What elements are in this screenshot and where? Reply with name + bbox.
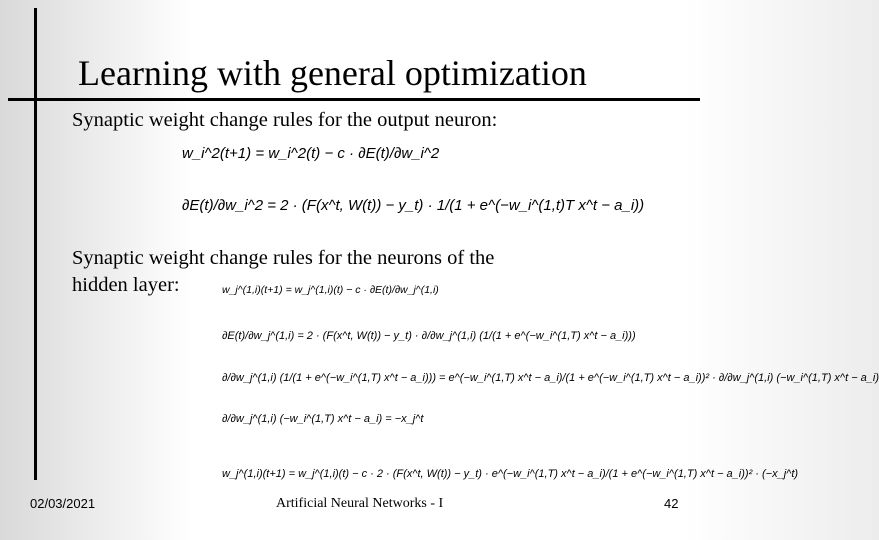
footer-title: Artificial Neural Networks - I [276,496,444,511]
hidden-layer-text-line2: hidden layer: [72,274,180,296]
vertical-rule [34,8,37,480]
equation-hidden-update: w_j^(1,i)(t+1) = w_j^(1,i)(t) − c · ∂E(t)/∂w_j^(1,i) [222,284,439,296]
equation-output-update: w_i^2(t+1) = w_i^2(t) − c · ∂E(t)/∂w_i^2 [182,145,440,162]
hidden-layer-text-line1: Synaptic weight change rules for the neurons of the [72,247,495,269]
equation-output-gradient: ∂E(t)/∂w_i^2 = 2 · (F(x^t, W(t)) − y_t) · 1/(1 + e^(−w_i^(1,t)T x^t − a_i)) [182,197,645,214]
slide-title: Learning with general optimization [78,53,587,93]
equation-hidden-final: w_j^(1,i)(t+1) = w_j^(1,i)(t) − c · 2 · (F(x^t, W(t)) − y_t) · e^(−w_i^(1,T) x^t − a_i)/(1 + e^(−w_i^(1,T) x^t − a_i))² · (−x_j^t) [222,468,799,480]
equation-hidden-gradient: ∂E(t)/∂w_j^(1,i) = 2 · (F(x^t, W(t)) − y_t) · ∂/∂w_j^(1,i) (1/(1 + e^(−w_i^(1,T) x^t − a_i))) [222,330,636,342]
equation-inner-derivative: ∂/∂w_j^(1,i) (−w_i^(1,T) x^t − a_i) = −x_j^t [222,413,424,425]
footer-page-number: 42 [664,496,679,511]
footer-date: 02/03/2021 [30,496,96,511]
title-underline [8,98,700,101]
output-neuron-text: Synaptic weight change rules for the output neuron: [72,109,498,131]
equation-sigmoid-derivative: ∂/∂w_j^(1,i) (1/(1 + e^(−w_i^(1,T) x^t − a_i))) = e^(−w_i^(1,T) x^t − a_i)/(1 + e^(−w_i^(1,T) x^t − a_i))² · ∂/∂w_j^(1,i) (−w_i^(1,T) x^t − a_i) [222,372,879,384]
